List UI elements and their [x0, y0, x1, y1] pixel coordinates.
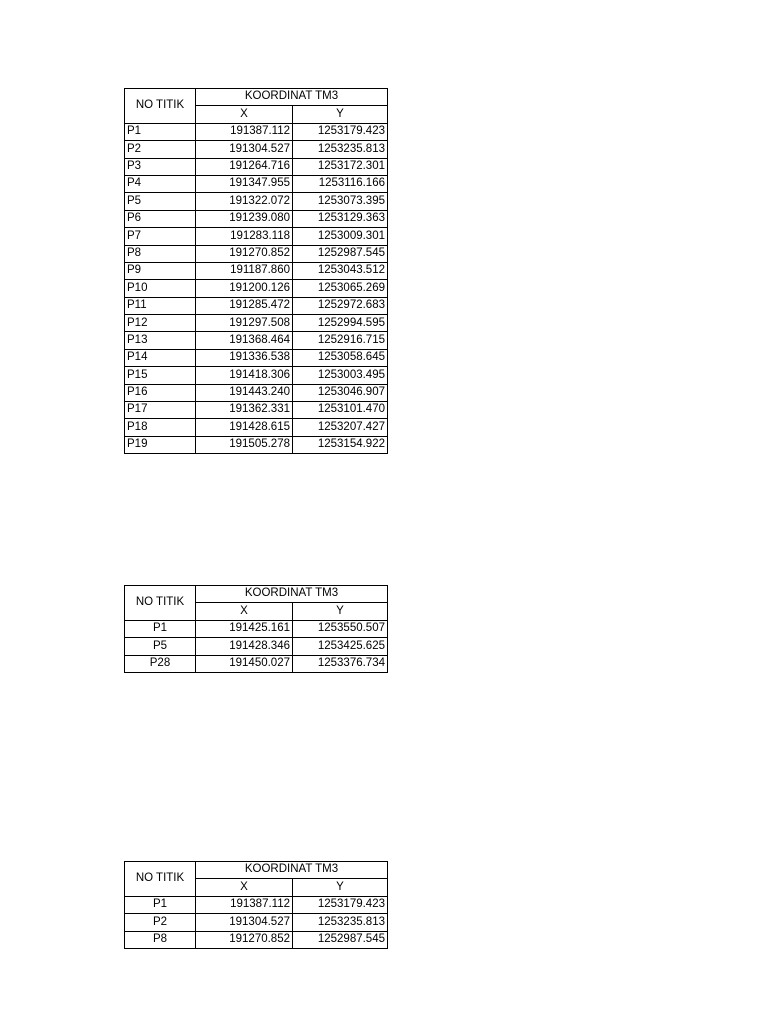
coord-y-cell: 1253009.301	[293, 228, 388, 245]
table-row	[125, 262, 388, 279]
point-id-cell: P9	[125, 262, 196, 279]
coord-y-cell: 1253235.813	[293, 141, 388, 158]
point-id-cell: P1	[125, 620, 196, 637]
point-id-cell: P14	[125, 349, 196, 366]
coord-x-cell: 191418.306	[196, 367, 293, 384]
table-row	[125, 141, 388, 158]
point-id-cell: P17	[125, 402, 196, 419]
coord-x-cell: 191362.331	[196, 402, 293, 419]
table-row	[125, 367, 388, 384]
coord-y-cell: 1252972.683	[293, 297, 388, 314]
point-id-cell: P8	[125, 931, 196, 948]
header-koordinat: KOORDINAT TM3	[196, 89, 388, 106]
point-id-cell: P5	[125, 193, 196, 210]
table-body	[125, 896, 388, 948]
header-y: Y	[293, 603, 388, 620]
coordinate-table-1	[124, 88, 388, 454]
coord-y-cell: 1253003.495	[293, 367, 388, 384]
point-id-cell: P12	[125, 315, 196, 332]
header-x: X	[196, 603, 293, 620]
coord-x-cell: 191336.538	[196, 349, 293, 366]
coord-y-cell: 1253425.625	[293, 638, 388, 655]
coord-y-cell: 1253550.507	[293, 620, 388, 637]
point-id-cell: P8	[125, 245, 196, 262]
coord-x-cell: 191304.527	[196, 141, 293, 158]
coord-x-cell: 191450.027	[196, 655, 293, 672]
coord-y-cell: 1253376.734	[293, 655, 388, 672]
table-row	[125, 419, 388, 436]
point-id-cell: P18	[125, 419, 196, 436]
coord-y-cell: 1253207.427	[293, 419, 388, 436]
table-body	[125, 620, 388, 672]
coord-x-cell: 191428.346	[196, 638, 293, 655]
coord-x-cell: 191270.852	[196, 245, 293, 262]
point-id-cell: P6	[125, 210, 196, 227]
coord-x-cell: 191322.072	[196, 193, 293, 210]
coord-y-cell: 1253065.269	[293, 280, 388, 297]
coord-x-cell: 191264.716	[196, 158, 293, 175]
table-row	[125, 332, 388, 349]
coord-y-cell: 1253172.301	[293, 158, 388, 175]
table-row	[125, 175, 388, 192]
coord-y-cell: 1253046.907	[293, 384, 388, 401]
table-row	[125, 280, 388, 297]
table-row	[125, 620, 388, 637]
table-row	[125, 210, 388, 227]
coord-y-cell: 1252994.595	[293, 315, 388, 332]
point-id-cell: P1	[125, 123, 196, 140]
coord-x-cell: 191443.240	[196, 384, 293, 401]
point-id-cell: P4	[125, 175, 196, 192]
coord-x-cell: 191187.860	[196, 262, 293, 279]
coord-y-cell: 1253179.423	[293, 896, 388, 913]
coord-y-cell: 1253073.395	[293, 193, 388, 210]
point-id-cell: P7	[125, 228, 196, 245]
point-id-cell: P1	[125, 896, 196, 913]
coord-x-cell: 191368.464	[196, 332, 293, 349]
header-no-titik: NO TITIK	[125, 862, 196, 897]
header-row-group	[125, 862, 388, 879]
point-id-cell: P5	[125, 638, 196, 655]
point-id-cell: P19	[125, 436, 196, 453]
coord-x-cell: 191505.278	[196, 436, 293, 453]
header-row-group	[125, 586, 388, 603]
table-row	[125, 384, 388, 401]
table-row	[125, 436, 388, 453]
point-id-cell: P13	[125, 332, 196, 349]
coord-x-cell: 191297.508	[196, 315, 293, 332]
point-id-cell: P11	[125, 297, 196, 314]
table-row	[125, 228, 388, 245]
table-row	[125, 914, 388, 931]
table-row	[125, 245, 388, 262]
coord-x-cell: 191428.615	[196, 419, 293, 436]
coord-y-cell: 1253101.470	[293, 402, 388, 419]
coord-y-cell: 1252987.545	[293, 931, 388, 948]
coord-x-cell: 191387.112	[196, 123, 293, 140]
coord-x-cell: 191425.161	[196, 620, 293, 637]
coord-y-cell: 1252987.545	[293, 245, 388, 262]
table-body	[125, 123, 388, 453]
coord-y-cell: 1253116.166	[293, 175, 388, 192]
coord-x-cell: 191387.112	[196, 896, 293, 913]
coord-x-cell: 191347.955	[196, 175, 293, 192]
table-row	[125, 349, 388, 366]
header-y: Y	[293, 879, 388, 896]
coord-x-cell: 191283.118	[196, 228, 293, 245]
header-koordinat: KOORDINAT TM3	[196, 862, 388, 879]
header-row-group	[125, 89, 388, 106]
table-row	[125, 158, 388, 175]
coord-x-cell: 191270.852	[196, 931, 293, 948]
table-row	[125, 315, 388, 332]
coord-y-cell: 1253179.423	[293, 123, 388, 140]
table-row	[125, 931, 388, 948]
header-no-titik: NO TITIK	[125, 586, 196, 621]
point-id-cell: P28	[125, 655, 196, 672]
coord-y-cell: 1253043.512	[293, 262, 388, 279]
coord-y-cell: 1253235.813	[293, 914, 388, 931]
point-id-cell: P2	[125, 914, 196, 931]
table-row	[125, 896, 388, 913]
header-no-titik: NO TITIK	[125, 89, 196, 124]
table-row	[125, 297, 388, 314]
header-x: X	[196, 879, 293, 896]
point-id-cell: P3	[125, 158, 196, 175]
coord-x-cell: 191200.126	[196, 280, 293, 297]
table-row	[125, 655, 388, 672]
point-id-cell: P2	[125, 141, 196, 158]
header-y: Y	[293, 106, 388, 123]
table-row	[125, 193, 388, 210]
coord-x-cell: 191285.472	[196, 297, 293, 314]
coordinate-table-2	[124, 585, 388, 673]
point-id-cell: P15	[125, 367, 196, 384]
coord-y-cell: 1253129.363	[293, 210, 388, 227]
table-row	[125, 123, 388, 140]
header-koordinat: KOORDINAT TM3	[196, 586, 388, 603]
point-id-cell: P10	[125, 280, 196, 297]
coord-x-cell: 191304.527	[196, 914, 293, 931]
coordinate-table-3	[124, 861, 388, 949]
point-id-cell: P16	[125, 384, 196, 401]
header-x: X	[196, 106, 293, 123]
coord-y-cell: 1253058.645	[293, 349, 388, 366]
table-row	[125, 638, 388, 655]
table-row	[125, 402, 388, 419]
coord-x-cell: 191239.080	[196, 210, 293, 227]
coord-y-cell: 1252916.715	[293, 332, 388, 349]
coord-y-cell: 1253154.922	[293, 436, 388, 453]
